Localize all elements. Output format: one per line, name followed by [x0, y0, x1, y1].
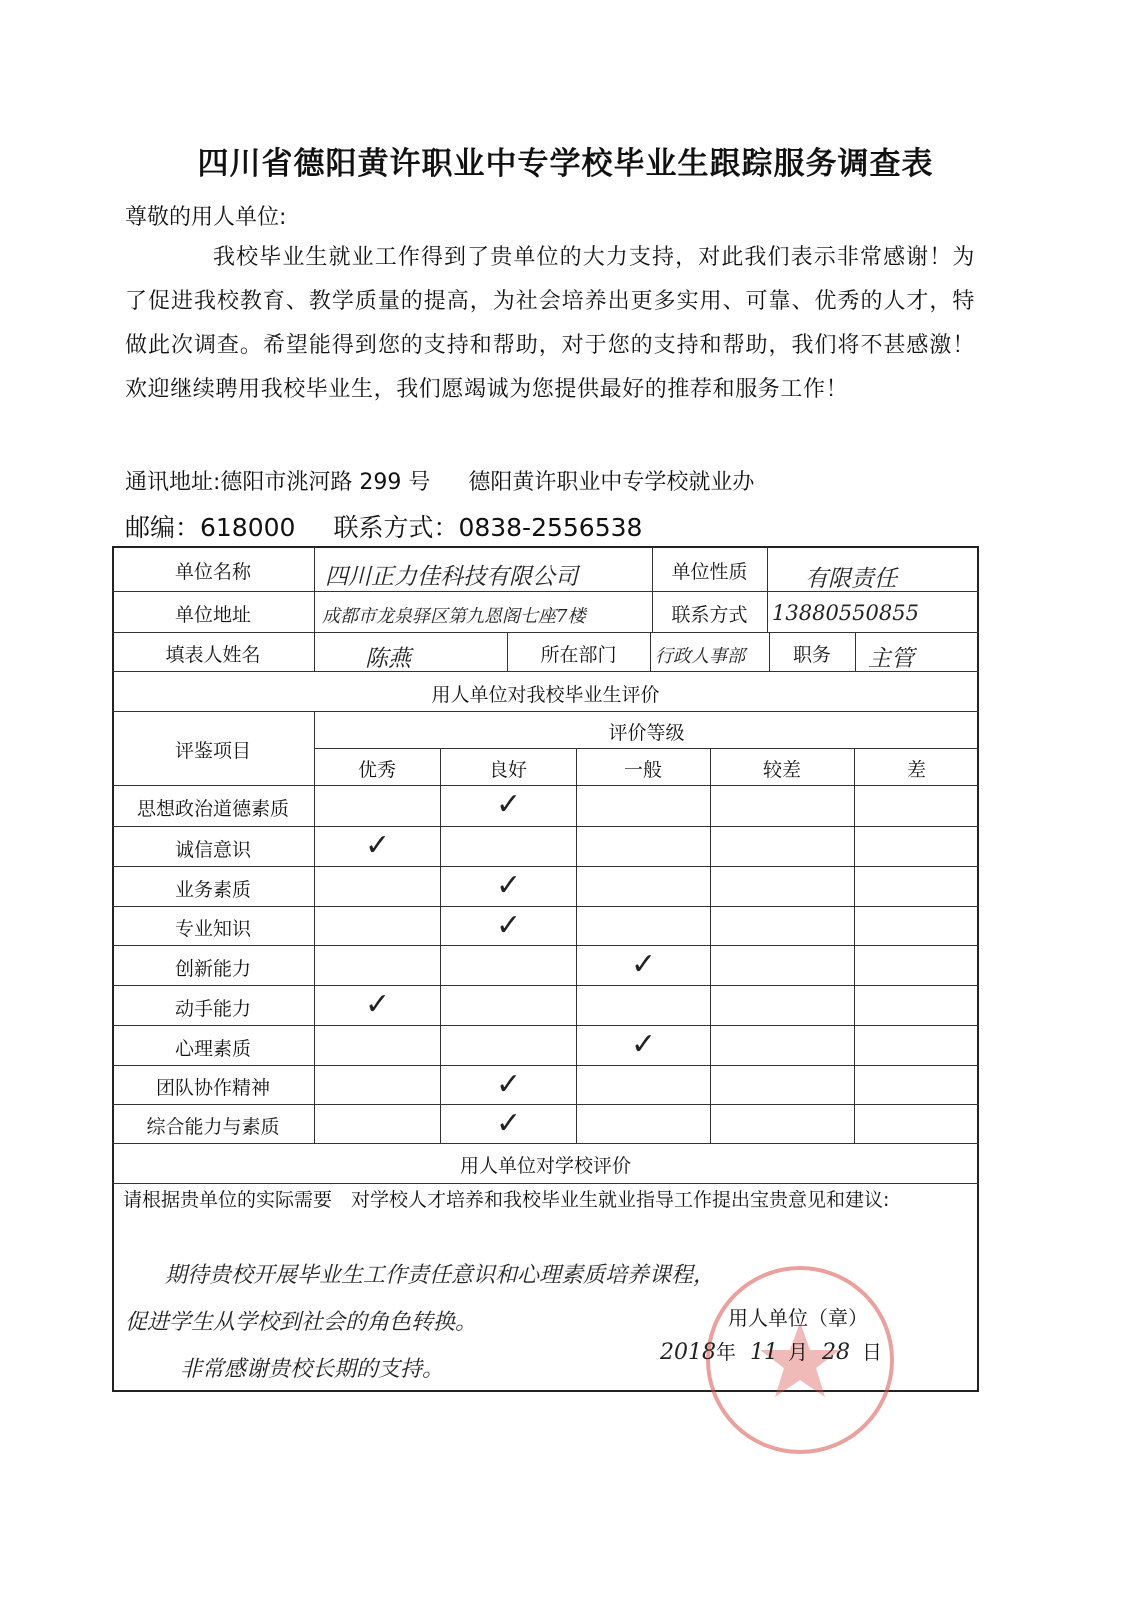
check-mark: ✓ [631, 1027, 657, 1062]
table-rule [650, 632, 651, 671]
seal-label: 用人单位（章） [728, 1306, 868, 1330]
table-rule [112, 785, 979, 786]
table-rule [112, 1183, 979, 1184]
table-rule [112, 985, 979, 986]
grade-average-header: 一般 [623, 759, 662, 781]
table-rule [112, 906, 979, 907]
check-mark: ✓ [496, 868, 522, 903]
unit-name-label: 单位名称 [174, 561, 251, 583]
grade-poor-header: 较差 [762, 759, 801, 781]
grade-bad-header: 差 [906, 759, 926, 781]
check-mark: ✓ [631, 947, 657, 982]
contact-value: 13880550855 [772, 601, 919, 625]
grade-good-header: 良好 [488, 759, 527, 781]
eval-item-name: 团队协作精神 [155, 1077, 270, 1099]
table-rule [854, 748, 855, 1143]
table-rule [576, 748, 577, 1143]
eval-section-title: 用人单位对我校毕业生评价 [431, 684, 660, 706]
letter-body: 我校毕业生就业工作得到了贵单位的大力支持，对此我们表示非常感谢！为了促进我校教育、教学质量的提高，为社会培养出更多实用、可靠、优秀的人才，特做此次调查。希望能得到您的支持和帮助，对于您的支持和帮助，我们将不甚感激！欢迎继续聘用我校毕业生，我们愿竭诚为您提供最好的推荐和服务工作！ [125, 245, 975, 402]
eval-item-name: 专业知识 [174, 918, 251, 940]
table-rule [112, 1065, 979, 1066]
table-rule [112, 671, 979, 672]
department-value: 行政人事部 [655, 646, 745, 667]
suggestion-line: 期待贵校开展毕业生工作责任意识和心理素质培养课程， [165, 1263, 716, 1288]
unit-type-label: 单位性质 [671, 561, 748, 583]
filler-name-value: 陈燕 [365, 646, 411, 672]
table-rule [112, 866, 979, 867]
table-rule [314, 546, 315, 671]
date-day: 28 [822, 1340, 850, 1365]
contact-postcode-line [125, 506, 642, 550]
unit-address-label: 单位地址 [174, 604, 251, 626]
check-mark: ✓ [365, 828, 391, 863]
table-rule [855, 632, 856, 671]
unit-address-value: 成都市龙泉驿区第九恩阁七座7楼 [322, 606, 586, 627]
suggestion-line: 促进学生从学校到社会的角色转换。 [125, 1310, 478, 1335]
unit-name-value: 四川正力佳科技有限公司 [325, 564, 578, 590]
greeting: 尊敬的用人单位: [125, 205, 287, 230]
contact-address: 通讯地址:德阳市洮河路 299 号 [125, 470, 431, 495]
eval-item-name: 综合能力与素质 [146, 1116, 280, 1138]
eval-item-header: 评鉴项目 [174, 740, 251, 762]
date-month-suffix: 月 [788, 1340, 808, 1364]
position-value: 主管 [868, 646, 914, 672]
table-rule [112, 1025, 979, 1026]
date-year: 2018 [660, 1340, 716, 1365]
table-rule [440, 748, 441, 1143]
check-mark: ✓ [496, 1106, 522, 1141]
table-rule [112, 826, 979, 827]
contact-address-line [125, 461, 754, 505]
position-label: 职务 [792, 644, 831, 666]
table-rule [767, 546, 768, 632]
unit-type-value: 有限责任 [805, 566, 897, 592]
table-rule [112, 945, 979, 946]
date-month: 11 [750, 1340, 778, 1365]
page-title: 四川省德阳黄许职业中专学校毕业生跟踪服务调查表 [197, 146, 934, 182]
eval-item-name: 诚信意识 [174, 839, 251, 861]
table-rule [112, 711, 979, 712]
date-day-suffix: 日 [862, 1340, 882, 1364]
check-mark: ✓ [496, 908, 522, 943]
table-rule [112, 1104, 979, 1105]
table-rule [112, 632, 979, 633]
school-eval-title: 用人单位对学校评价 [459, 1155, 631, 1177]
table-rule [112, 1143, 979, 1144]
eval-item-name: 创新能力 [174, 958, 251, 980]
department-label: 所在部门 [540, 644, 617, 666]
suggestion-prompt: 请根据贵单位的实际需要 对学校人才培养和我校毕业生就业指导工作提出宝贵意见和建议: [123, 1189, 890, 1211]
eval-grade-header: 评价等级 [608, 722, 685, 744]
contact-phone: 联系方式：0838-2556538 [333, 513, 643, 542]
eval-item-name: 动手能力 [174, 998, 251, 1020]
filler-name-label: 填表人姓名 [165, 644, 261, 666]
date-year-suffix: 年 [716, 1340, 736, 1364]
contact-office: 德阳黄许职业中专学校就业办 [468, 470, 755, 495]
check-mark: ✓ [496, 787, 522, 822]
eval-item-name: 思想政治道德素质 [136, 798, 289, 820]
check-mark: ✓ [365, 987, 391, 1022]
grade-excellent-header: 优秀 [357, 759, 396, 781]
date-line [660, 1336, 882, 1365]
suggestion-line: 非常感谢贵校长期的支持。 [180, 1357, 445, 1382]
table-rule [314, 748, 979, 749]
contact-label: 联系方式 [671, 604, 748, 626]
eval-item-name: 业务素质 [174, 879, 251, 901]
eval-item-name: 心理素质 [174, 1038, 251, 1060]
table-rule [710, 748, 711, 1143]
check-mark: ✓ [496, 1067, 522, 1102]
contact-postcode: 邮编：618000 [125, 513, 296, 542]
